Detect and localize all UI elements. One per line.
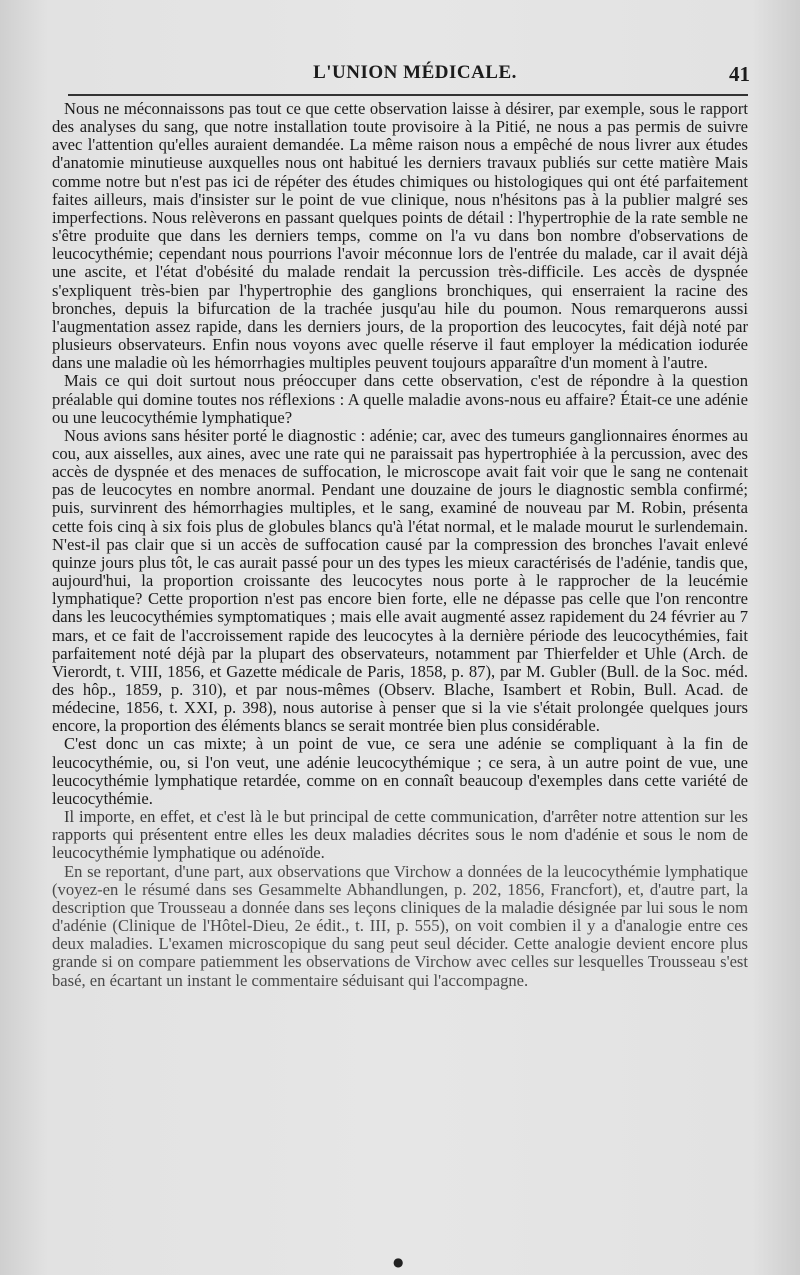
paragraph: C'est donc un cas mixte; à un point de vue, ce sera une adénie se compliquant à la fin de leucocythémie, ou, si l'on veut, une adénie leucocythémique ; ce sera, à un autre point de vue, une leucocythémie lymphatique retardée, comme on en connaît beaucoup d'exemples dans cette variété de leucocythémie. [52,734,748,808]
folio-mark: ● [393,1255,404,1269]
running-title: L'UNION MÉDICALE. [313,62,517,83]
paragraph: Nous avions sans hésiter porté le diagnostic : adénie; car, avec des tumeurs ganglionnaires énormes au cou, aux aisselles, aux aines, avec une rate qui ne paraissait pas hypertrophiée à la percussion, avec des accès de dyspnée et des menaces de suffocation, le microscope avait fait voir que le sang ne contenait pas de leucocytes en nombre anormal. Pendant une douzaine de jours le diagnostic sembla confirmé; puis, survinrent des hémorrhagies multiples, et le sang, examiné de nouveau par M. Robin, présenta cette fois cinq à six fois plus de globules blancs qu'à l'état normal, et le malade mourut le surlendemain. N'est-il pas clair que si un accès de suffocation causé par la compression des bronches l'avait enlevé quinze jours plus tôt, le cas aurait passé pour un des types les mieux caractérisés de l'adénie, tandis que, aujourd'hui, la proportion croissante des leucocytes nous porte à le rapprocher de la leucémie lymphatique? Cette proportion n'est pas encore bien forte, elle ne dépasse pas celle que l'on rencontre dans les leucocythémies symptomatiques ; mais elle avait augmenté assez rapidement du 24 février au 7 mars, et ce fait de l'accroissement rapide des leucocytes à la dernière période des leucocythémies, fait parfaitement noté déjà par la plupart des observateurs, notamment par Thierfelder et Uhle (Arch. de Vierordt, t. VIII, 1856, et Gazette médicale de Paris, 1858, p. 87), par M. Gubler (Bull. de la Soc. méd. des hôp., 1859, p. 310), et par nous-mêmes (Observ. Blache, Isambert et Robin, Bull. Acad. de médecine, 1856, t. XXI, p. 398), nous autorise à penser que si la vie s'était prolongée quelques jours encore, la proportion des éléments blancs se serait montrée bien plus considérable. [52,425,748,736]
paragraph: En se reportant, d'une part, aux observations que Virchow a données de la leucocythémie lymphatique (voyez-en le résumé dans ses Gesammelte Abhandlungen, p. 202, 1856, Francfort), et, d'autre part, la description que Trousseau a donnée dans ses leçons cliniques de la maladie désignée par lui sous le nom d'adénie (Clinique de l'Hôtel-Dieu, 2e édit., t. III, p. 555), on voit combien il y a d'analogie entre ces deux maladies. L'examen microscopique du sang peut seul décider. Cette analogie devient encore plus grande si on compare patiemment les observations de Virchow avec celles sur lesquelles Trousseau s'est basé, en écartant un instant le commentaire séduisant qui l'accompagne. [52,861,748,990]
header-rule [68,94,748,96]
paragraph: Mais ce qui doit surtout nous préoccuper dans cette observation, c'est de répondre à la question préalable qui domine toutes nos réflexions : A quelle maladie avons-nous eu affaire? Était-ce une adénie ou une leucocythémie lymphatique? [52,371,748,427]
page-number: 41 [729,62,750,86]
paragraph: Nous ne méconnaissons pas tout ce que cette observation laisse à désirer, par exemple, sous le rapport des analyses du sang, que notre installation toute provisoire à la Pitié, ne nous a pas permis de suivre avec l'attention qu'elles auraient demandée. La même raison nous a empêché de nous livrer aux études d'anatomie minutieuse auxquelles nous ont habitué les derniers travaux publiés sur cette matière Mais comme notre but n'est pas ici de répéter des études chimiques ou histologiques qui ont été parfaitement faites ailleurs, mais d'insister sur le point de vue clinique, nous n'hésitons pas à la publier malgré ses imperfections. Nous relèverons en passant quelques points de détail : l'hypertrophie de la rate semble ne s'être produite que dans les derniers temps, comme on l'a vu dans bon nombre d'observations de leucocythémie; cependant nous pourrions l'avoir méconnue lors de l'entrée du malade, car il avait déjà une ascite, et l'état d'obésité du malade rendait la percussion très-difficile. Les accès de dyspnée s'expliquent très-bien par l'hypertrophie des ganglions bronchiques, qui enserraient la racine des bronches, depuis la bifurcation de la trachée jusqu'au hile du poumon. Nous remarquerons aussi l'augmentation assez rapide, dans les derniers jours, de la proportion des leucocytes, fait déjà noté par plusieurs observateurs. Enfin nous voyons avec quelle réserve il faut employer la médication iodurée dans une maladie où les hémorrhagies multiples peuvent toujours apparaître d'un moment à l'autre. [52,99,748,373]
page-header [50,62,750,90]
body-text [52,100,748,990]
paragraph: Il importe, en effet, et c'est là le but principal de cette communication, d'arrêter notre attention sur les rapports qui présentent entre elles les deux maladies décrites sous le nom d'adénie et sous le nom de leucocythémie lymphatique ou adénoïde. [52,807,748,863]
